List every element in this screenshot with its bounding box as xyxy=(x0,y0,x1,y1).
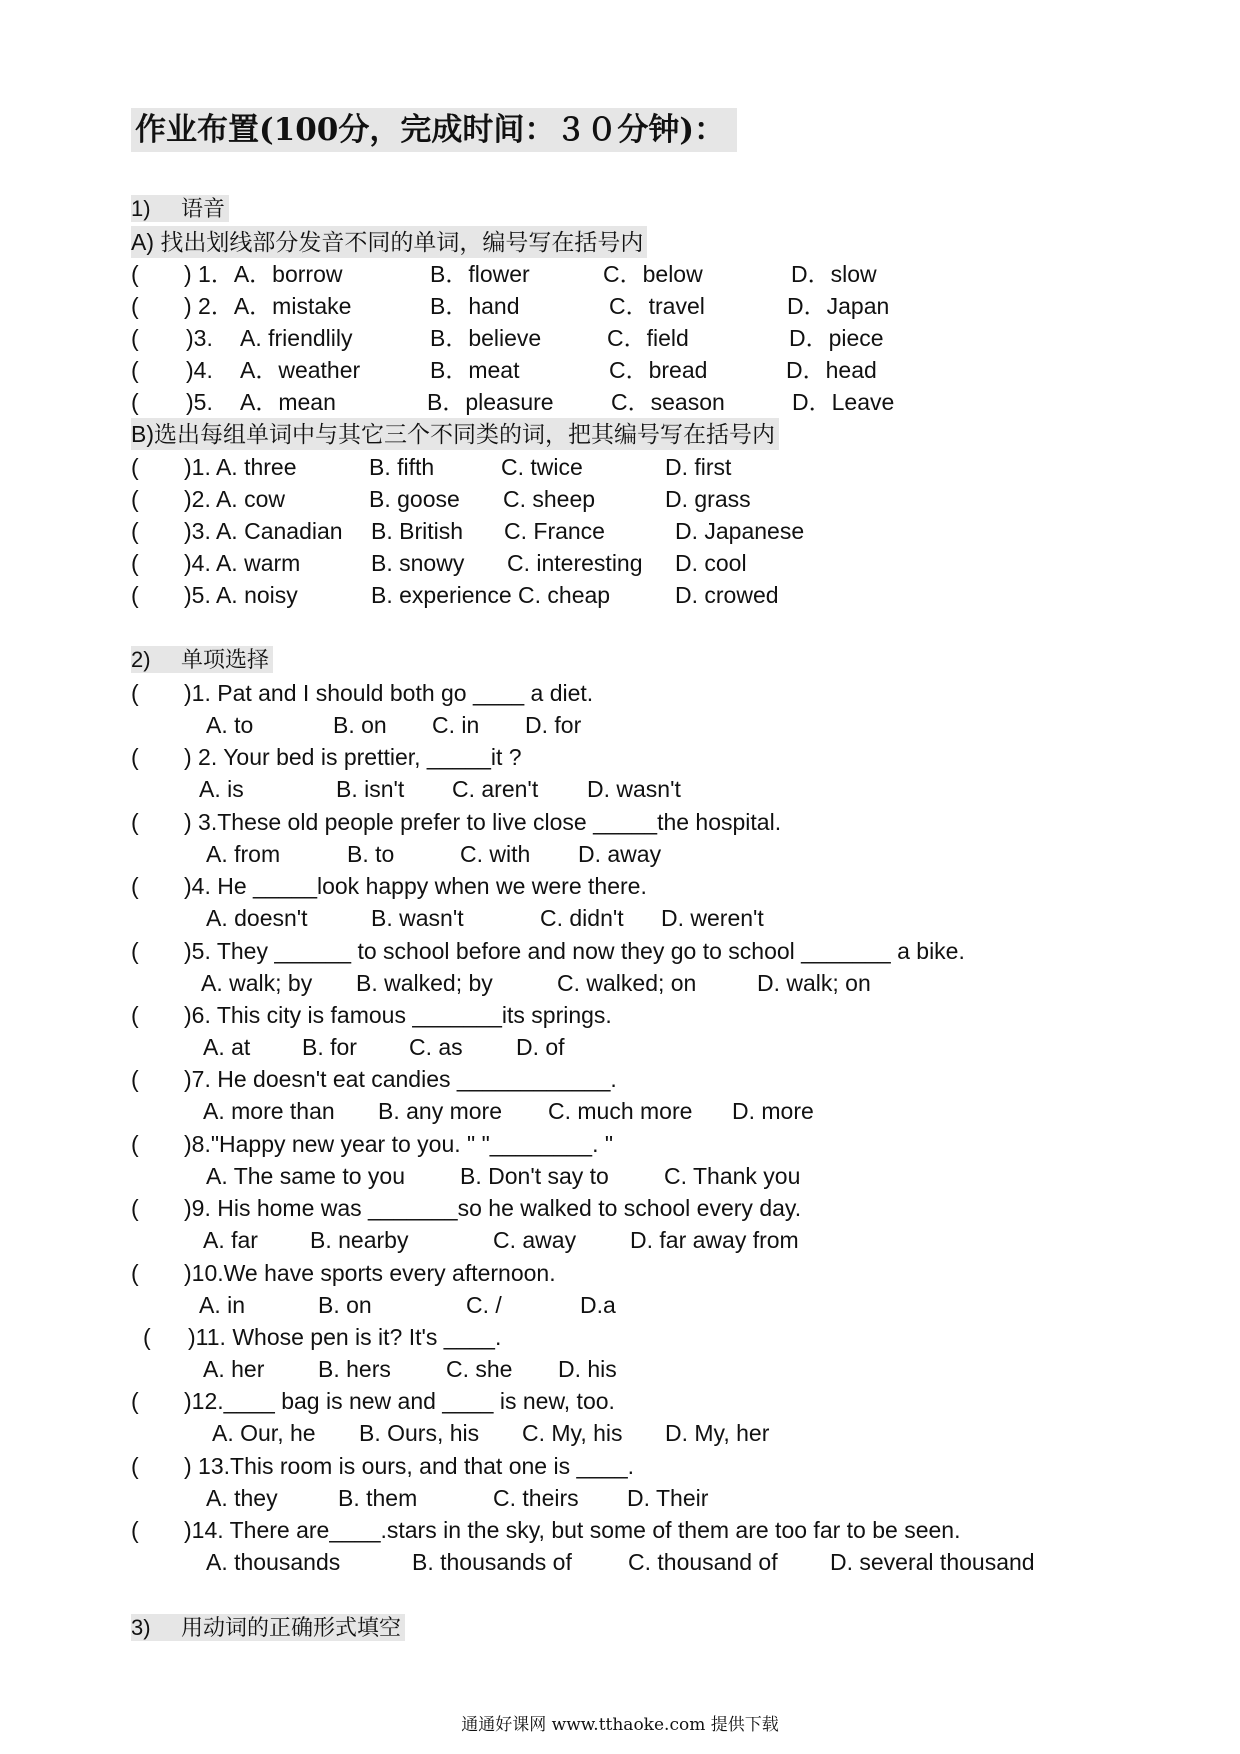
answer-option: A. thousands xyxy=(206,1549,341,1575)
answer-option: D. My, her xyxy=(665,1420,770,1446)
answer-option: A. they xyxy=(206,1485,278,1511)
answer-paren: ( xyxy=(131,518,139,544)
answer-option: D. his xyxy=(558,1356,617,1382)
answer-option: C. didn't xyxy=(540,905,624,931)
option-c: C．season xyxy=(611,389,725,415)
answer-paren: ( xyxy=(131,293,139,319)
answer-paren: ( xyxy=(131,1131,139,1157)
section-2-heading xyxy=(131,644,279,676)
item-number: ) 2．A．mistake xyxy=(184,293,352,319)
answer-paren: ( xyxy=(131,938,139,964)
answer-option: C. she xyxy=(446,1356,513,1382)
answer-option: A. from xyxy=(206,841,281,867)
answer-paren: ( xyxy=(131,809,139,835)
question-text: )12.____ bag is new and ____ is new, too. xyxy=(184,1388,615,1414)
option-a: A．mean xyxy=(240,389,336,415)
option-b: B. fifth xyxy=(369,454,435,480)
answer-option: B. Ours, his xyxy=(359,1420,480,1446)
section-3-heading xyxy=(131,1612,411,1644)
option-c: C．bread xyxy=(609,357,708,383)
answer-option: B. wasn't xyxy=(371,905,464,931)
option-a: )5. A. noisy xyxy=(184,582,298,608)
answer-paren: ( xyxy=(131,486,139,512)
answer-paren: ( xyxy=(131,1453,139,1479)
question-text: )14. There are____.stars in the sky, but some of them are too far to be seen. xyxy=(184,1517,961,1543)
answer-option: A. walk; by xyxy=(201,970,313,996)
section-title: 单项选择 xyxy=(181,647,270,672)
answer-paren: ( xyxy=(131,261,139,287)
answer-option: B. isn't xyxy=(336,776,405,802)
section-number: 3) xyxy=(131,1615,151,1640)
answer-paren: ( xyxy=(131,873,139,899)
footer-credit: 通通好课网 www.tthaoke.com 提供下载 xyxy=(461,1715,779,1735)
answer-paren: ( xyxy=(131,454,139,480)
answer-paren: ( xyxy=(131,1195,139,1221)
option-b: B．hand xyxy=(430,293,520,319)
item-number: )4. xyxy=(186,357,213,383)
answer-option: A. at xyxy=(203,1034,251,1060)
question-text: )7. He doesn't eat candies ____________. xyxy=(184,1066,617,1092)
option-d: D. first xyxy=(665,454,732,480)
option-b: B．believe xyxy=(430,325,542,351)
answer-option: A. in xyxy=(199,1292,246,1318)
answer-option: C. in xyxy=(432,712,480,738)
question-text: )9. His home was _______so he walked to school every day. xyxy=(184,1195,802,1221)
option-b: B. British xyxy=(371,518,464,544)
answer-option: B. thousands of xyxy=(412,1549,572,1575)
answer-paren: ( xyxy=(131,1066,139,1092)
answer-option: C. Thank you xyxy=(664,1163,801,1189)
answer-option: D. several thousand xyxy=(830,1549,1035,1575)
answer-option: D.a xyxy=(580,1292,616,1318)
section-1-heading xyxy=(131,193,235,225)
answer-option: A. is xyxy=(199,776,244,802)
question-text: )8."Happy new year to you. " "________. " xyxy=(184,1131,614,1157)
question-text: )1. Pat and I should both go ____ a diet. xyxy=(184,680,594,706)
option-c: C. interesting xyxy=(507,550,643,576)
answer-option: C. as xyxy=(409,1034,463,1060)
answer-option: B. any more xyxy=(378,1098,502,1124)
section-title: 语音 xyxy=(181,196,226,221)
option-d: D．Japan xyxy=(787,293,890,319)
answer-paren: ( xyxy=(131,680,139,706)
answer-option: C. / xyxy=(466,1292,502,1318)
option-a: )3. A. Canadian xyxy=(184,518,343,544)
answer-option: B. Don't say to xyxy=(460,1163,609,1189)
question-text: )4. He _____look happy when we were there. xyxy=(184,873,647,899)
page-title: 作业布置(100分，完成时间：３０分钟)： xyxy=(131,108,737,152)
option-d: D．Leave xyxy=(792,389,895,415)
answer-option: C. with xyxy=(460,841,531,867)
answer-option: D. more xyxy=(732,1098,814,1124)
option-a: )4. A. warm xyxy=(184,550,301,576)
option-d: D．slow xyxy=(791,261,877,287)
answer-option: C. thousand of xyxy=(628,1549,778,1575)
answer-option: C. aren't xyxy=(452,776,539,802)
answer-option: C. away xyxy=(493,1227,577,1253)
answer-option: D. away xyxy=(578,841,662,867)
section-number: 2) xyxy=(131,647,151,672)
item-number: )3. xyxy=(186,325,213,351)
answer-paren: ( xyxy=(131,550,139,576)
question-text: ) 13.This room is ours, and that one is ____. xyxy=(184,1453,635,1479)
option-c: C．below xyxy=(603,261,703,287)
item-number: )5. xyxy=(186,389,213,415)
answer-option: B. them xyxy=(338,1485,418,1511)
option-d: D. crowed xyxy=(675,582,779,608)
question-text: )10.We have sports every afternoon. xyxy=(184,1260,556,1286)
question-text: )6. This city is famous _______its springs. xyxy=(184,1002,612,1028)
answer-option: A. doesn't xyxy=(206,905,308,931)
answer-paren: ( xyxy=(131,325,139,351)
answer-option: A. Our, he xyxy=(212,1420,316,1446)
answer-option: B. to xyxy=(347,841,395,867)
option-d: D．piece xyxy=(789,325,884,351)
answer-paren: ( xyxy=(131,1517,139,1543)
answer-paren: ( xyxy=(131,1260,139,1286)
option-c: C．field xyxy=(607,325,689,351)
answer-paren: ( xyxy=(131,389,139,415)
answer-option: D. of xyxy=(516,1034,565,1060)
answer-option: C. theirs xyxy=(493,1485,579,1511)
option-a: A．weather xyxy=(240,357,361,383)
question-text: ) 3.These old people prefer to live close _____the hospital. xyxy=(184,809,782,835)
option-b: B. experience C. cheap xyxy=(371,582,611,608)
answer-option: C. walked; on xyxy=(557,970,697,996)
answer-paren: ( xyxy=(131,744,139,770)
part-b-instruction: B)选出每组单词中与其它三个不同类的词，把其编号写在括号内 xyxy=(131,418,779,450)
answer-paren: ( xyxy=(131,1002,139,1028)
question-text: )11. Whose pen is it? It's ____. xyxy=(188,1324,502,1350)
option-b: B．pleasure xyxy=(427,389,554,415)
option-b: B．flower xyxy=(430,261,530,287)
option-d: D. grass xyxy=(665,486,751,512)
option-d: D．head xyxy=(786,357,877,383)
answer-option: D. for xyxy=(525,712,582,738)
option-c: C. sheep xyxy=(503,486,596,512)
answer-paren: ( xyxy=(131,582,139,608)
answer-option: A. her xyxy=(203,1356,265,1382)
answer-option: D. weren't xyxy=(661,905,764,931)
answer-option: B. walked; by xyxy=(356,970,493,996)
question-text: ) 2. Your bed is prettier, _____it ? xyxy=(184,744,522,770)
answer-option: A. to xyxy=(206,712,254,738)
answer-option: B. on xyxy=(318,1292,372,1318)
answer-option: D. far away from xyxy=(630,1227,799,1253)
option-b: B. snowy xyxy=(371,550,465,576)
option-d: D. cool xyxy=(675,550,747,576)
answer-option: C. much more xyxy=(548,1098,693,1124)
answer-option: B. hers xyxy=(318,1356,391,1382)
answer-option: D. wasn't xyxy=(587,776,681,802)
answer-option: B. on xyxy=(333,712,387,738)
item-number: ) 1．A．borrow xyxy=(184,261,343,287)
section-number: 1) xyxy=(131,196,151,221)
answer-option: A. more than xyxy=(203,1098,335,1124)
option-c: C．travel xyxy=(609,293,705,319)
answer-option: C. My, his xyxy=(522,1420,623,1446)
option-b: B．meat xyxy=(430,357,520,383)
question-text: )5. They ______ to school before and now they go to school _______ a bike. xyxy=(184,938,965,964)
option-a: A. friendlily xyxy=(240,325,353,351)
answer-option: D. Their xyxy=(627,1485,709,1511)
answer-paren: ( xyxy=(131,357,139,383)
option-d: D. Japanese xyxy=(675,518,805,544)
option-a: )2. A. cow xyxy=(184,486,285,512)
section-title: 用动词的正确形式填空 xyxy=(181,1615,402,1640)
part-a-instruction: A) 找出划线部分发音不同的单词，编号写在括号内 xyxy=(131,226,647,258)
answer-option: B. nearby xyxy=(310,1227,409,1253)
answer-option: A. The same to you xyxy=(206,1163,406,1189)
answer-paren: ( xyxy=(131,1388,139,1414)
answer-option: A. far xyxy=(203,1227,258,1253)
answer-option: B. for xyxy=(302,1034,357,1060)
option-c: C. twice xyxy=(501,454,583,480)
option-b: B. goose xyxy=(369,486,460,512)
option-c: C. France xyxy=(504,518,605,544)
option-a: )1. A. three xyxy=(184,454,297,480)
answer-option: D. walk; on xyxy=(757,970,871,996)
answer-paren: ( xyxy=(143,1324,151,1350)
